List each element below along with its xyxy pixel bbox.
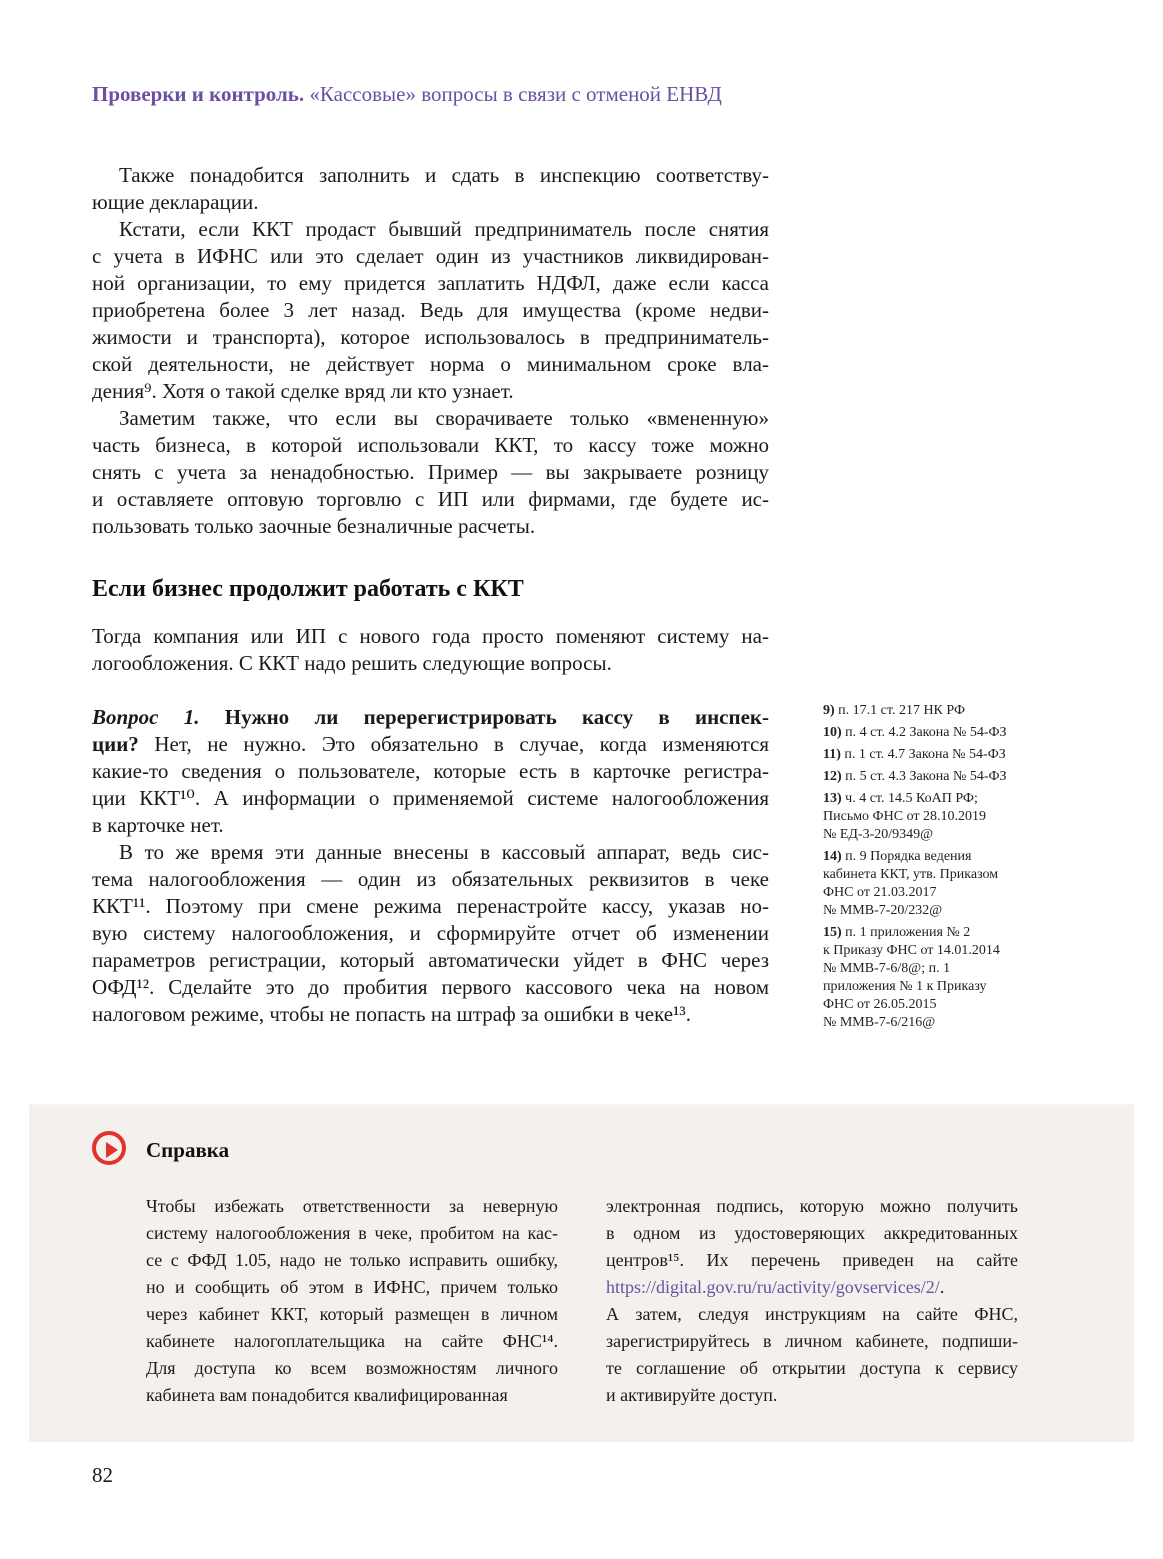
text-line: и активируйте доступ. (606, 1385, 778, 1405)
text-segment: . (939, 1277, 945, 1297)
text-line (92, 731, 769, 758)
body-text-2 (92, 623, 769, 677)
text-segment: ции? (92, 732, 139, 756)
text-line: снять с учета за ненадобностью. Пример — вы закрываете розницу (92, 460, 769, 484)
text-line: ской деятельности, не действует норма о минимальном сроке вла- (92, 352, 769, 376)
footnote-text: кабинета ККТ, утв. Приказом (823, 867, 999, 882)
body-text-1 (92, 162, 769, 540)
footnote-text: № ММВ-7-20/232@ (823, 903, 943, 918)
page-number: 82 (92, 1463, 113, 1487)
footnote-text: п. 1 приложения № 2 (845, 925, 971, 940)
text-line: те соглашение об открытии доступа к сервису (606, 1358, 1018, 1378)
text-line: какие-то сведения о пользователе, которые есть в карточке регистра- (92, 759, 769, 783)
footnote-number: 11) (823, 747, 841, 762)
text-line: налоговом режиме, чтобы не попасть на штраф за ошибки в чеке¹³. (92, 1002, 691, 1026)
text-line: жимости и транспорта), которое использовалось в предприниматель- (92, 325, 769, 349)
footnote (823, 702, 1038, 720)
text-line: вую систему налогообложения, и сформируйте отчет об изменении (92, 921, 769, 945)
running-header (92, 82, 722, 107)
footnote-number: 10) (823, 725, 842, 740)
footnote (823, 724, 1038, 742)
text-line: зарегистрируйтесь в личном кабинете, подпиши- (606, 1331, 1018, 1351)
text-line: тема налогообложения — один из обязательных реквизитов в чеке (92, 867, 769, 891)
footnote-text: ФНС от 21.03.2017 (823, 885, 937, 900)
text-line: с учета в ИФНС или это сделает один из участников ликвидирован- (92, 244, 769, 268)
text-line: пользовать только заочные безналичные расчеты. (92, 514, 536, 538)
footnote-text: к Приказу ФНС от 14.01.2014 (823, 943, 1000, 958)
text-line: ной организации, то ему придется заплатить НДФЛ, даже если касса (92, 271, 769, 295)
footnote-text: п. 5 ст. 4.3 Закона № 54-ФЗ (845, 769, 1007, 784)
footnote-text: № ЕД-3-20/9349@ (823, 827, 934, 842)
footnote-text: п. 1 ст. 4.7 Закона № 54-ФЗ (844, 747, 1006, 762)
footnote (823, 848, 1038, 920)
footnote-number: 9) (823, 703, 835, 718)
header-section: Проверки и контроль. (92, 82, 305, 106)
text-line: ККТ¹¹. Поэтому при смене режима перенастройте кассу, указав но- (92, 894, 769, 918)
header-title: «Кассовые» вопросы в связи с отменой ЕНВД (309, 82, 722, 106)
text-line: Заметим также, что если вы сворачиваете только «вмененную» (119, 406, 769, 430)
text-line: в карточке нет. (92, 813, 224, 837)
text-line: се с ФФД 1.05, надо не только исправить ошибку, (146, 1250, 558, 1270)
text-line: Кстати, если ККТ продаст бывший предприниматель после снятия (119, 217, 769, 241)
footnote-text: п. 17.1 ст. 217 НК РФ (838, 703, 965, 718)
footnote-text: № ММВ-7-6/216@ (823, 1015, 936, 1030)
text-line: ОФД¹². Сделайте это до пробития первого кассового чека на новом (92, 975, 769, 999)
text-line: ющие декларации. (92, 190, 259, 214)
text-segment: Нет, не нужно. Это обязательно в случае, когда изменяются (138, 732, 769, 756)
text-line: Чтобы избежать ответственности за неверную (146, 1196, 558, 1216)
text-line: ции ККТ¹⁰. А информации о применяемой системе налогообложения (92, 786, 769, 810)
info-box-title: Справка (146, 1138, 230, 1162)
footnote-text: приложения № 1 к Приказу (823, 979, 987, 994)
section-heading: Если бизнес продолжит работать с ККТ (92, 576, 524, 602)
text-line: В то же время эти данные внесены в кассовый аппарат, ведь сис- (119, 840, 769, 864)
text-line: Тогда компания или ИП с нового года просто поменяют систему на- (92, 624, 769, 648)
text-segment: Нужно ли перерегистрировать кассу в инспек- (224, 705, 770, 729)
footnote-text: ч. 4 ст. 14.5 КоАП РФ; (845, 791, 978, 806)
text-line (606, 1274, 1018, 1301)
text-line: приобретена более 3 лет назад. Ведь для имущества (кроме недви- (92, 298, 769, 322)
text-line: и оставляете оптовую торговлю с ИП или фирмами, где будете ис- (92, 487, 769, 511)
footnote-number: 14) (823, 849, 842, 864)
footnote (823, 790, 1038, 844)
footnote (823, 768, 1038, 786)
text-line: параметров регистрации, который автоматически уйдет в ФНС через (92, 948, 769, 972)
footnote-text: Письмо ФНС от 28.10.2019 (823, 809, 987, 824)
text-segment: Вопрос 1. (92, 705, 225, 729)
footnote (823, 924, 1038, 1032)
url-link[interactable]: https://digital.gov.ru/ru/activity/govservices/2/ (606, 1277, 940, 1297)
text-line: в одном из удостоверяющих аккредитованных (606, 1223, 1018, 1243)
footnote-text: № ММВ-7-6/8@; п. 1 (823, 961, 951, 976)
info-box-column-1 (146, 1193, 558, 1409)
text-line: систему налогообложения в чеке, пробитом на кас- (146, 1223, 558, 1243)
body-text-question-1 (92, 704, 769, 1028)
info-box-column-2 (606, 1193, 1018, 1409)
text-line: кабинета вам понадобится квалифицированная (146, 1385, 508, 1405)
text-line: кабинете налогоплательщика на сайте ФНС¹⁴. (146, 1331, 558, 1351)
footnote-text: п. 9 Порядка ведения (845, 849, 972, 864)
footnote-number: 15) (823, 925, 842, 940)
footnote-number: 13) (823, 791, 842, 806)
text-line: Также понадобится заполнить и сдать в инспекцию соответству- (119, 163, 769, 187)
text-line: часть бизнеса, в которой использовали ККТ, то кассу тоже можно (92, 433, 769, 457)
footnote-number: 12) (823, 769, 842, 784)
text-line: центров¹⁵. Их перечень приведен на сайте (606, 1250, 1018, 1270)
text-line: электронная подпись, которую можно получить (606, 1196, 1018, 1216)
text-line: дения⁹. Хотя о такой сделке вряд ли кто узнает. (92, 379, 514, 403)
play-icon (92, 1131, 126, 1165)
footnote-text: п. 4 ст. 4.2 Закона № 54-ФЗ (845, 725, 1007, 740)
text-line (92, 704, 769, 731)
text-line: но и сообщить об этом в ИФНС, причем только (146, 1277, 558, 1297)
text-line: логообложения. С ККТ надо решить следующие вопросы. (92, 651, 612, 675)
footnote (823, 746, 1038, 764)
text-line: через кабинет ККТ, который размещен в личном (146, 1304, 558, 1324)
text-line: А затем, следуя инструкциям на сайте ФНС, (606, 1304, 1018, 1324)
footnote-text: ФНС от 26.05.2015 (823, 997, 937, 1012)
footnotes (823, 702, 1038, 1036)
text-line: Для доступа ко всем возможностям личного (146, 1358, 558, 1378)
